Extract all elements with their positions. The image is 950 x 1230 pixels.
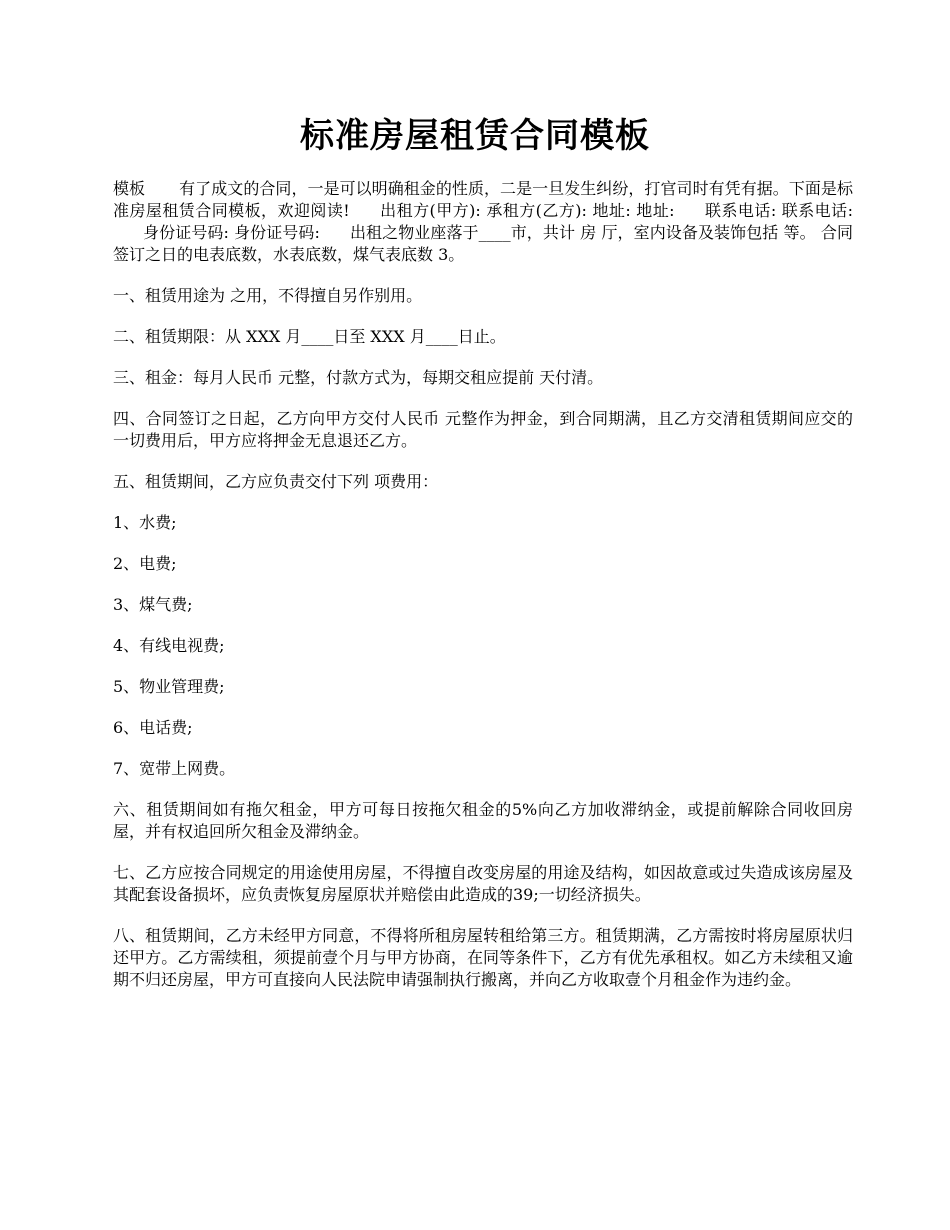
fee-item-property-management: 5、物业管理费; (113, 677, 225, 696)
document-body (113, 178, 853, 1010)
intro-text: 有了成文的合同，一是可以明确租金的性质，二是一旦发生纠纷，打官司时有凭有据。下面是标准房屋租赁合同模板，欢迎阅读! (113, 179, 853, 220)
page-title: 标准房屋租赁合同模板 (300, 116, 650, 156)
intro-lead: 模板 (113, 179, 146, 198)
intro-paragraph (113, 178, 853, 266)
clause-1: 一、租赁用途为 之用，不得擅自另作别用。 (113, 286, 423, 305)
clause-6: 六、租赁期间如有拖欠租金，甲方可每日按拖欠租金的5%向乙方加收滞纳金，或提前解除合同收回房屋，并有权追回所欠租金及滞纳金。 (113, 800, 853, 841)
clause-3: 三、租金：每月人民币 元整，付款方式为，每期交租应提前 天付清。 (113, 368, 604, 387)
clause-7: 七、乙方应按合同规定的用途使用房屋，不得擅自改变房屋的用途及结构，如因故意或过失造成该房屋及其配套设备损坏，应负责恢复房屋原状并赔偿由此造成的39;一切经济损失。 (113, 863, 853, 904)
fee-item-electricity: 2、电费; (113, 554, 177, 573)
clause-4: 四、合同签订之日起，乙方向甲方交付人民币 元整作为押金，到合同期满，且乙方交清租赁期间应交的一切费用后，甲方应将押金无息退还乙方。 (113, 409, 853, 450)
fee-item-broadband: 7、宽带上网费。 (113, 759, 236, 778)
address-a-label: 地址: (592, 201, 631, 220)
fee-item-water: 1、水费; (113, 513, 177, 532)
address-b-label: 地址: (636, 201, 675, 220)
lessee-label: 承租方(乙方): (486, 201, 587, 220)
property-text: 出租之物业座落于____市，共计 房 厅，室内设备及装饰包括 等。 合同签订之日的电表底数，水表底数，煤气表底数 3。 (113, 223, 853, 264)
phone-b-label: 联系电话: (781, 201, 853, 220)
clause-2: 二、租赁期限：从 XXX 月____日至 XXX 月____日止。 (113, 327, 506, 346)
fee-item-telephone: 6、电话费; (113, 718, 193, 737)
clause-5: 五、租赁期间，乙方应负责交付下列 项费用： (113, 472, 439, 491)
lessor-label: 出租方(甲方): (379, 201, 481, 220)
fee-item-cable-tv: 4、有线电视费; (113, 636, 225, 655)
clause-8: 八、租赁期间，乙方未经甲方同意，不得将所租房屋转租给第三方。租赁期满，乙方需按时将房屋原状归还甲方。乙方需续租，须提前壹个月与甲方协商，在同等条件下，乙方有优先承租权。如乙方未续租又逾期不归还房屋，甲方可直接向人民法院申请强制执行搬离，并向乙方收取壹个月租金作为违约金。 (113, 926, 853, 989)
phone-a-label: 联系电话: (704, 201, 777, 220)
id-a-label: 身份证号码: (143, 223, 229, 242)
id-b-label: 身份证号码: (234, 223, 320, 242)
fee-item-gas: 3、煤气费; (113, 595, 193, 614)
